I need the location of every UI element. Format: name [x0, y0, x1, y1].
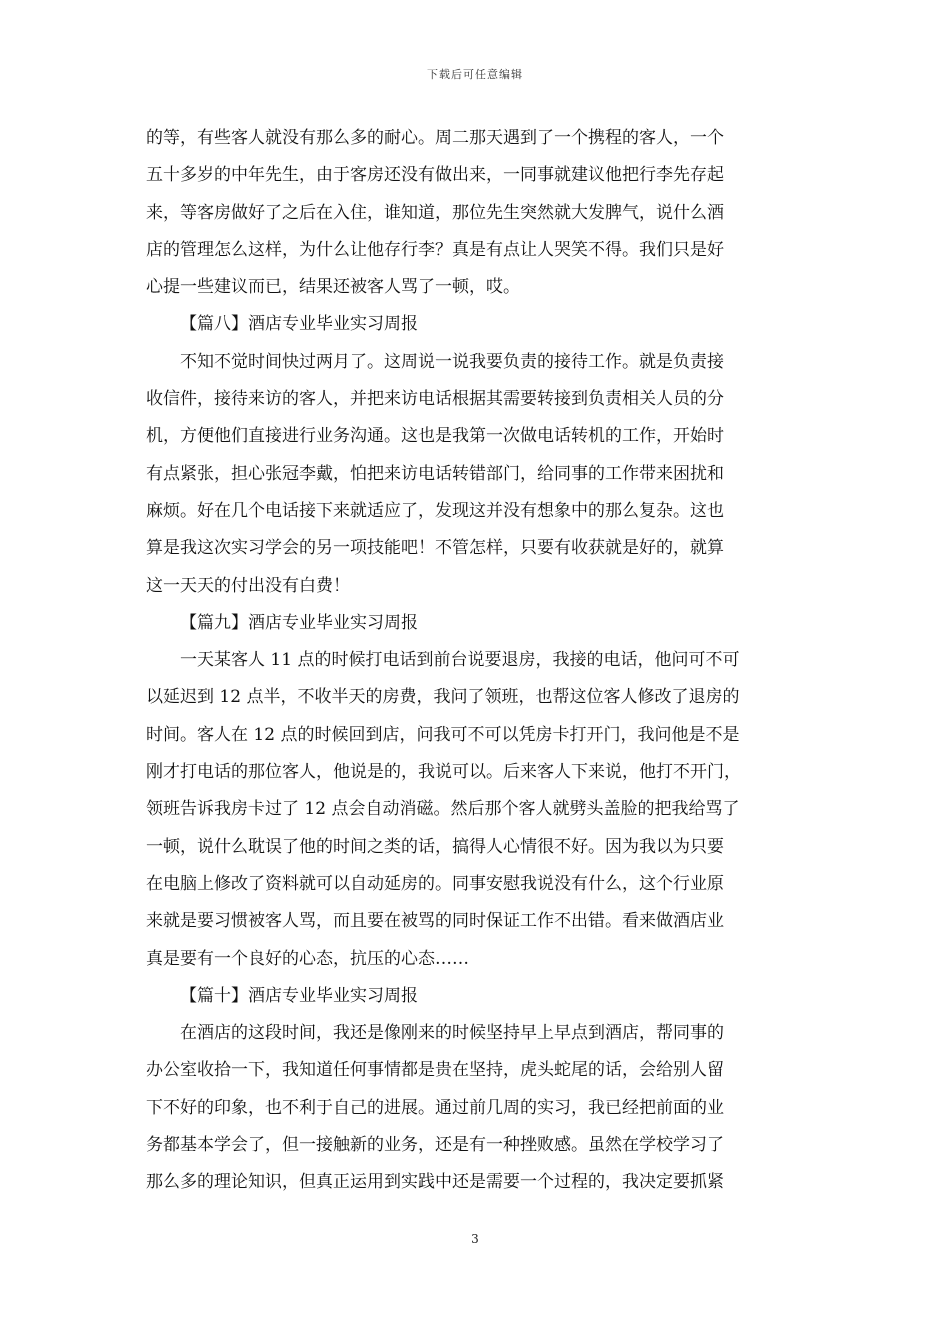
text-line: 以延迟到 12 点半，不收半天的房费，我问了领班，也帮这位客人修改了退房的 [146, 687, 740, 708]
text-line: 心提一些建议而已，结果还被客人骂了一顿，哎。 [146, 277, 520, 298]
text-line: 店的管理怎么这样，为什么让他存行李？真是有点让人哭笑不得。我们只是好 [146, 239, 724, 260]
text-line: 麻烦。好在几个电话接下来就适应了，发现这并没有想象中的那么复杂。这也 [146, 500, 724, 521]
text-line: 务都基本学会了，但一接触新的业务，还是有一种挫败感。虽然在学校学习了 [146, 1135, 724, 1156]
text-line: 领班告诉我房卡过了 12 点会自动消磁。然后那个客人就劈头盖脸的把我给骂了 [146, 799, 740, 820]
text-line: 五十多岁的中年先生，由于客房还没有做出来，一同事就建议他把行李先存起 [146, 165, 724, 186]
text-line: 刚才打电话的那位客人，他说是的，我说可以。后来客人下来说，他打不开门， [146, 762, 741, 783]
text-line: 办公室收拾一下，我知道任何事情都是贵在坚持，虎头蛇尾的话，会给别人留 [146, 1060, 724, 1081]
text-line: 在酒店的这段时间，我还是像刚来的时候坚持早上早点到酒店，帮同事的 [180, 1023, 724, 1044]
text-line: 一顿，说什么耽误了他的时间之类的话，搞得人心情很不好。因为我以为只要 [146, 836, 724, 857]
text-line: 算是我这次实习学会的另一项技能吧！不管怎样，只要有收获就是好的，就算 [146, 538, 724, 559]
text-line: 下不好的印象，也不利于自己的进展。通过前几周的实习，我已经把前面的业 [146, 1097, 724, 1118]
text-line: 真是要有一个良好的心态，抗压的心态…… [146, 948, 469, 969]
text-line: 有点紧张，担心张冠李戴，怕把来访电话转错部门，给同事的工作带来困扰和 [146, 463, 724, 484]
text-line: 那么多的理论知识，但真正运用到实践中还是需要一个过程的，我决定要抓紧 [146, 1172, 724, 1193]
page-header: 下载后可任意编辑 [427, 68, 523, 81]
text-line: 一天某客人 11 点的时候打电话到前台说要退房，我接的电话，他问可不可 [180, 650, 740, 671]
text-line: 【篇九】酒店专业毕业实习周报 [180, 612, 418, 633]
text-line: 这一天天的付出没有白费！ [146, 575, 350, 596]
text-line: 不知不觉时间快过两月了。这周说一说我要负责的接待工作。就是负责接 [180, 351, 724, 372]
text-line: 的等，有些客人就没有那么多的耐心。周二那天遇到了一个携程的客人，一个 [146, 128, 724, 148]
text-line: 来，等客房做好了之后在入住，谁知道，那位先生突然就大发脾气，说什么酒 [146, 202, 724, 223]
text-line: 在电脑上修改了资料就可以自动延房的。同事安慰我说没有什么，这个行业原 [146, 873, 724, 894]
text-line: 来就是要习惯被客人骂，而且要在被骂的同时保证工作不出错。看来做酒店业 [146, 911, 724, 932]
text-line: 收信件，接待来访的客人，并把来访电话根据其需要转接到负责相关人员的分 [146, 389, 724, 410]
text-line: 机，方便他们直接进行业务沟通。这也是我第一次做电话转机的工作，开始时 [146, 426, 724, 447]
text-line: 【篇十】酒店专业毕业实习周报 [180, 985, 418, 1006]
text-line: 时间。客人在 12 点的时候回到店，问我可不可以凭房卡打开门，我问他是不是 [146, 724, 740, 745]
page-number: 3 [471, 1232, 479, 1246]
document-body [146, 120, 806, 1202]
text-line: 【篇八】酒店专业毕业实习周报 [180, 314, 418, 335]
